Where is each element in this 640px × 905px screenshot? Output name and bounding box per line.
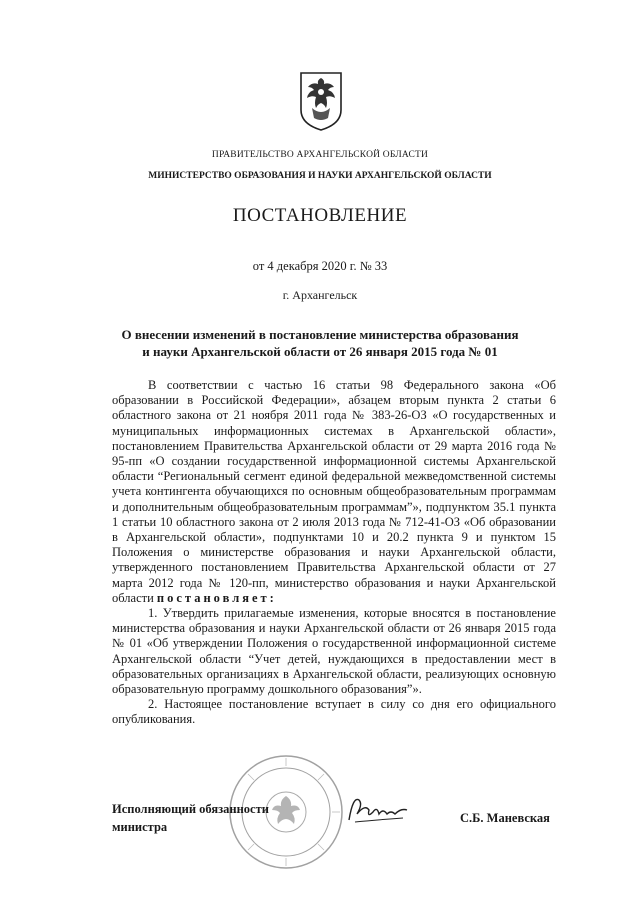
item-2-paragraph: 2. Настоящее постановление вступает в силу со дня его официального опубликования. (112, 697, 556, 727)
government-header: ПРАВИТЕЛЬСТВО АРХАНГЕЛЬСКОЙ ОБЛАСТИ (211, 150, 429, 160)
heading-line-1: О внесении изменений в постановление министерства образования (121, 327, 519, 342)
signatory-position-line-2: министра (112, 820, 168, 834)
decree-word: постановляет: (156, 590, 277, 605)
ministry-header: МИНИСТЕРСТВО ОБРАЗОВАНИЯ И НАУКИ АРХАНГЕЛЬСКОЙ ОБЛАСТИ (148, 171, 492, 181)
coat-of-arms-emblem (298, 70, 344, 132)
handwritten-signature (345, 790, 411, 830)
signatory-position (112, 800, 312, 836)
signatory-position-line-1: Исполняющий обязанности (112, 802, 269, 816)
heading-line-2: и науки Архангельской области от 26 января 2015 года № 01 (142, 344, 498, 359)
document-date-number: от 4 декабря 2020 г. № 33 (252, 259, 388, 273)
item-1-paragraph: 1. Утвердить прилагаемые изменения, которые вносятся в постановление министерства образования и науки Архангельской области от 26 января 2015 года № 01 «Об утверждении Положения о государственной информационной системе Архангельской области “Учет детей, нуждающихся в предоставлении мест в образовательных организациях в Архангельской области, реализующих основную образовательную программу дошкольного образования”». (112, 606, 556, 697)
signatory-name: С.Б. Маневская (460, 811, 550, 825)
document-city: г. Архангельск (282, 288, 358, 302)
document-title: ПОСТАНОВЛЕНИЕ (232, 205, 408, 226)
document-body (112, 378, 556, 728)
preamble-text: В соответствии с частью 16 статьи 98 Федерального закона «Об образовании в Российской Федерации», абзацем вторым пункта 2 статьи 6 областного закона от 21 ноября 2011 года № 383-26-ОЗ «О государственных и муниципальных информационных системах в Архангельской области», постановлением Правительства Архангельской области от 29 марта 2016 года № 95-пп «О создании государственной информационной системы Архангельской области “Региональный сегмент единой федеральной межведомственной системы учета контингента обучающихся по основным общеобразовательным программам и дополнительным общеобразовательным программам”», подпунктом 35.1 пункта 1 статьи 10 областного закона от 2 июля 2013 года № 712-41-ОЗ «Об образовании в Архангельской области», подпунктами 10 и 20.2 пункта 9 и пунктом 15 Положения о министерстве образования и науки Архангельской области, утвержденного постановлением Правительства Архангельской области от 27 марта 2012 года № 120-пп, министерство образования и науки Архангельской области (112, 378, 556, 605)
document-heading (110, 326, 530, 360)
preamble-paragraph (112, 378, 556, 606)
